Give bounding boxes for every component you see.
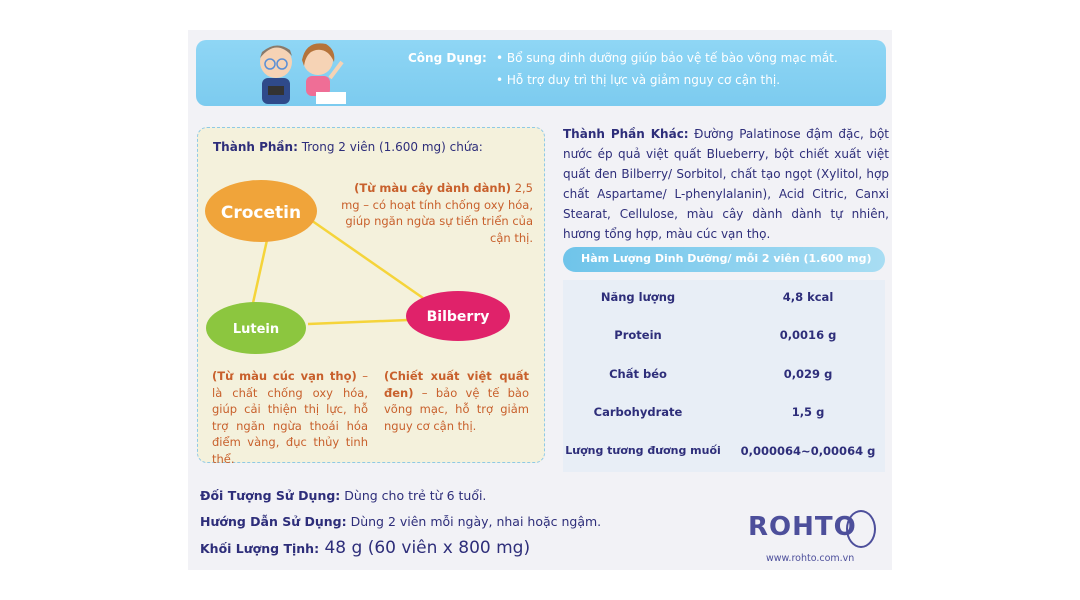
bilberry-label: Bilberry [426,309,490,325]
children-illustration [246,34,356,106]
ingredients-box [197,127,545,466]
bilberry-description: (Chiết xuất việt quất đen) – bảo vệ tế bào võng mạc, hỗ trợ giảm nguy cơ cận thị. [384,369,529,433]
benefit-item: • Hỗ trợ duy trì thị lực và giảm nguy cơ cận thị. [496,73,781,87]
usage-guide: Hướng Dẫn Sử Dụng: Dùng 2 viên mỗi ngày, nhai hoặc ngậm. [200,514,602,529]
benefits-banner [196,40,886,106]
brand-url: www.rohto.com.vn [766,553,855,564]
crocetin-description: (Từ màu cây dành dành) 2,5 mg – có hoạt tính chống oxy hóa, giúp ngăn ngừa sự tiến triển của cận thị. [341,181,533,245]
other-ingredients: Thành Phần Khác: Đường Palatinose đậm đặc, bột nước ép quả việt quất Blueberry, bột chiết xuất việt quất đen Bilberry/ Sorbitol, chất tạo ngọt (Xylitol, hợp chất Aspartame/ L-phenylalanin), Acid Citric, Canxi Stearat, Cellulose, màu cây dành dành tự nhiên, hương tổng hợp, màu cúc vạn thọ. [563,127,889,241]
ingredients-heading: Thành Phần: Trong 2 viên (1.600 mg) chứa: [213,140,483,154]
benefit-item: • Bổ sung dinh dưỡng giúp bảo vệ tế bào võng mạc mắt. [496,51,838,65]
nutrition-title: Hàm Lượng Dinh Dưỡng/ mỗi 2 viên (1.600 mg) [563,247,885,272]
product-label [188,30,892,570]
connector-line [308,320,408,324]
nutrition-table: Năng lượng 4,8 kcal Protein 0,0016 g Chất béo 0,029 g Carbohydrate 1,5 g Lượng tương đương muối 0,000064~0,00064 g [563,280,885,472]
lutein-description: (Từ màu cúc vạn thọ) – là chất chống oxy hóa, giúp cải thiện thị lực, hỗ trợ ngăn ngừa thoái hóa điểm vàng, đục thủy tinh thể. [212,369,369,466]
rohto-logo: ROHTO [748,512,857,542]
crocetin-label: Crocetin [220,203,302,223]
net-weight: Khối Lượng Tịnh: 48 g (60 viên x 800 mg) [200,538,531,558]
lutein-label: Lutein [232,322,280,337]
rohto-seal-icon [846,510,876,548]
benefits-label: Công Dụng: [408,51,487,65]
target-users: Đối Tượng Sử Dụng: Dùng cho trẻ từ 6 tuổi. [200,488,487,503]
